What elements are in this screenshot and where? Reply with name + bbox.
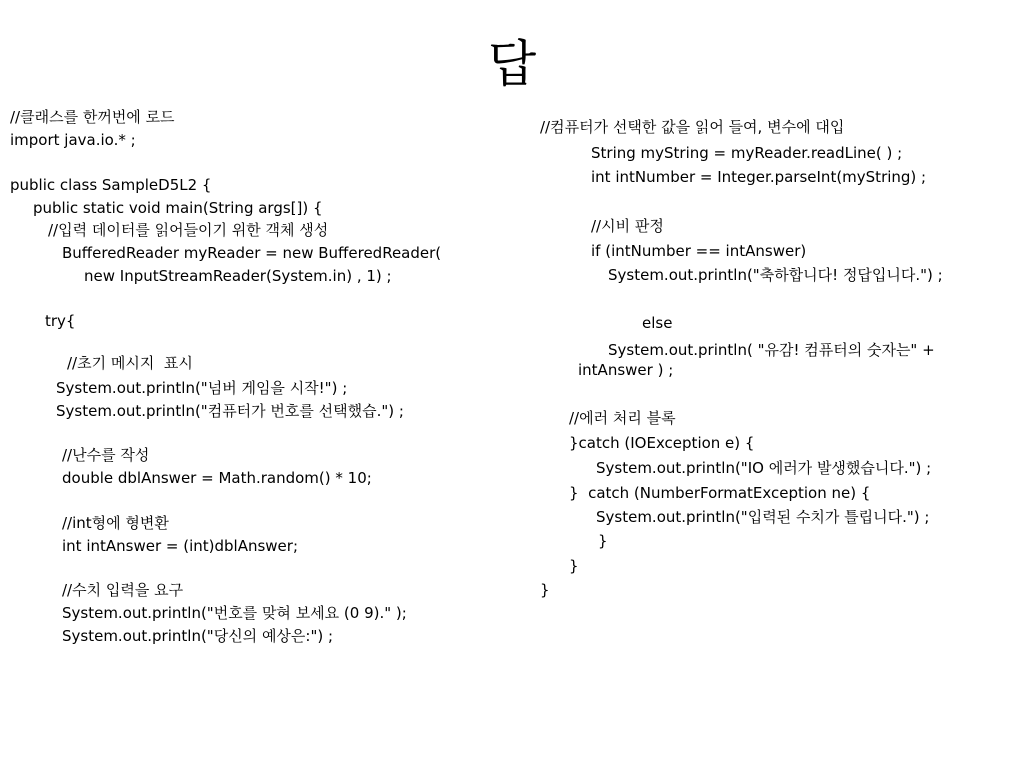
code-line: } [569,557,579,575]
code-line: new InputStreamReader(System.in) , 1) ; [84,267,392,285]
code-line: int intAnswer = (int)dblAnswer; [62,537,299,555]
code-line: } catch (NumberFormatException ne) { [569,484,871,502]
code-line: //초기 메시지 표시 [67,354,193,372]
code-line: System.out.println("축하합니다! 정답입니다.") ; [608,266,943,284]
code-line: System.out.println("IO 에러가 발생했습니다.") ; [596,459,932,477]
code-line: double dblAnswer = Math.random() * 10; [62,469,372,487]
code-line: public static void main(String args[]) { [33,199,323,217]
code-line: intAnswer ) ; [578,361,674,379]
code-line: //입력 데이터를 읽어들이기 위한 객체 생성 [48,221,329,239]
code-line: System.out.println("당신의 예상은:") ; [62,627,334,645]
code-line: System.out.println("컴퓨터가 번호를 선택했습.") ; [56,402,404,420]
code-line: //컴퓨터가 선택한 값을 읽어 들여, 변수에 대입 [540,118,845,136]
code-line: //에러 처리 블록 [569,409,676,427]
code-line: } [540,581,550,599]
code-line: System.out.println("번호를 맞혀 보세요 (0 9)." ); [62,604,407,622]
code-line: try{ [45,312,76,330]
code-line: String myString = myReader.readLine( ) ; [591,144,903,162]
code-line: }catch (IOException e) { [569,434,755,452]
code-line: if (intNumber == intAnswer) [591,242,807,260]
code-line: System.out.println( "유감! 컴퓨터의 숫자는" + [608,341,935,359]
code-line: //수치 입력을 요구 [62,581,184,599]
code-line: //난수를 작성 [62,446,150,464]
slide-title: 답 [487,35,537,93]
code-line: BufferedReader myReader = new BufferedReader( [62,244,442,262]
code-line: else [642,314,673,332]
code-line: System.out.println("넘버 게임을 시작!") ; [56,379,348,397]
code-line: public class SampleD5L2 { [10,176,212,194]
code-line: //시비 판정 [591,217,664,235]
code-line: } [598,532,608,550]
code-line: //클래스를 한꺼번에 로드 [10,108,175,126]
code-line: System.out.println("입력된 수치가 틀립니다.") ; [596,508,930,526]
code-line: //int형에 형변환 [62,514,169,532]
code-line: import java.io.* ; [10,131,136,149]
code-line: int intNumber = Integer.parseInt(myString) ; [591,168,927,186]
